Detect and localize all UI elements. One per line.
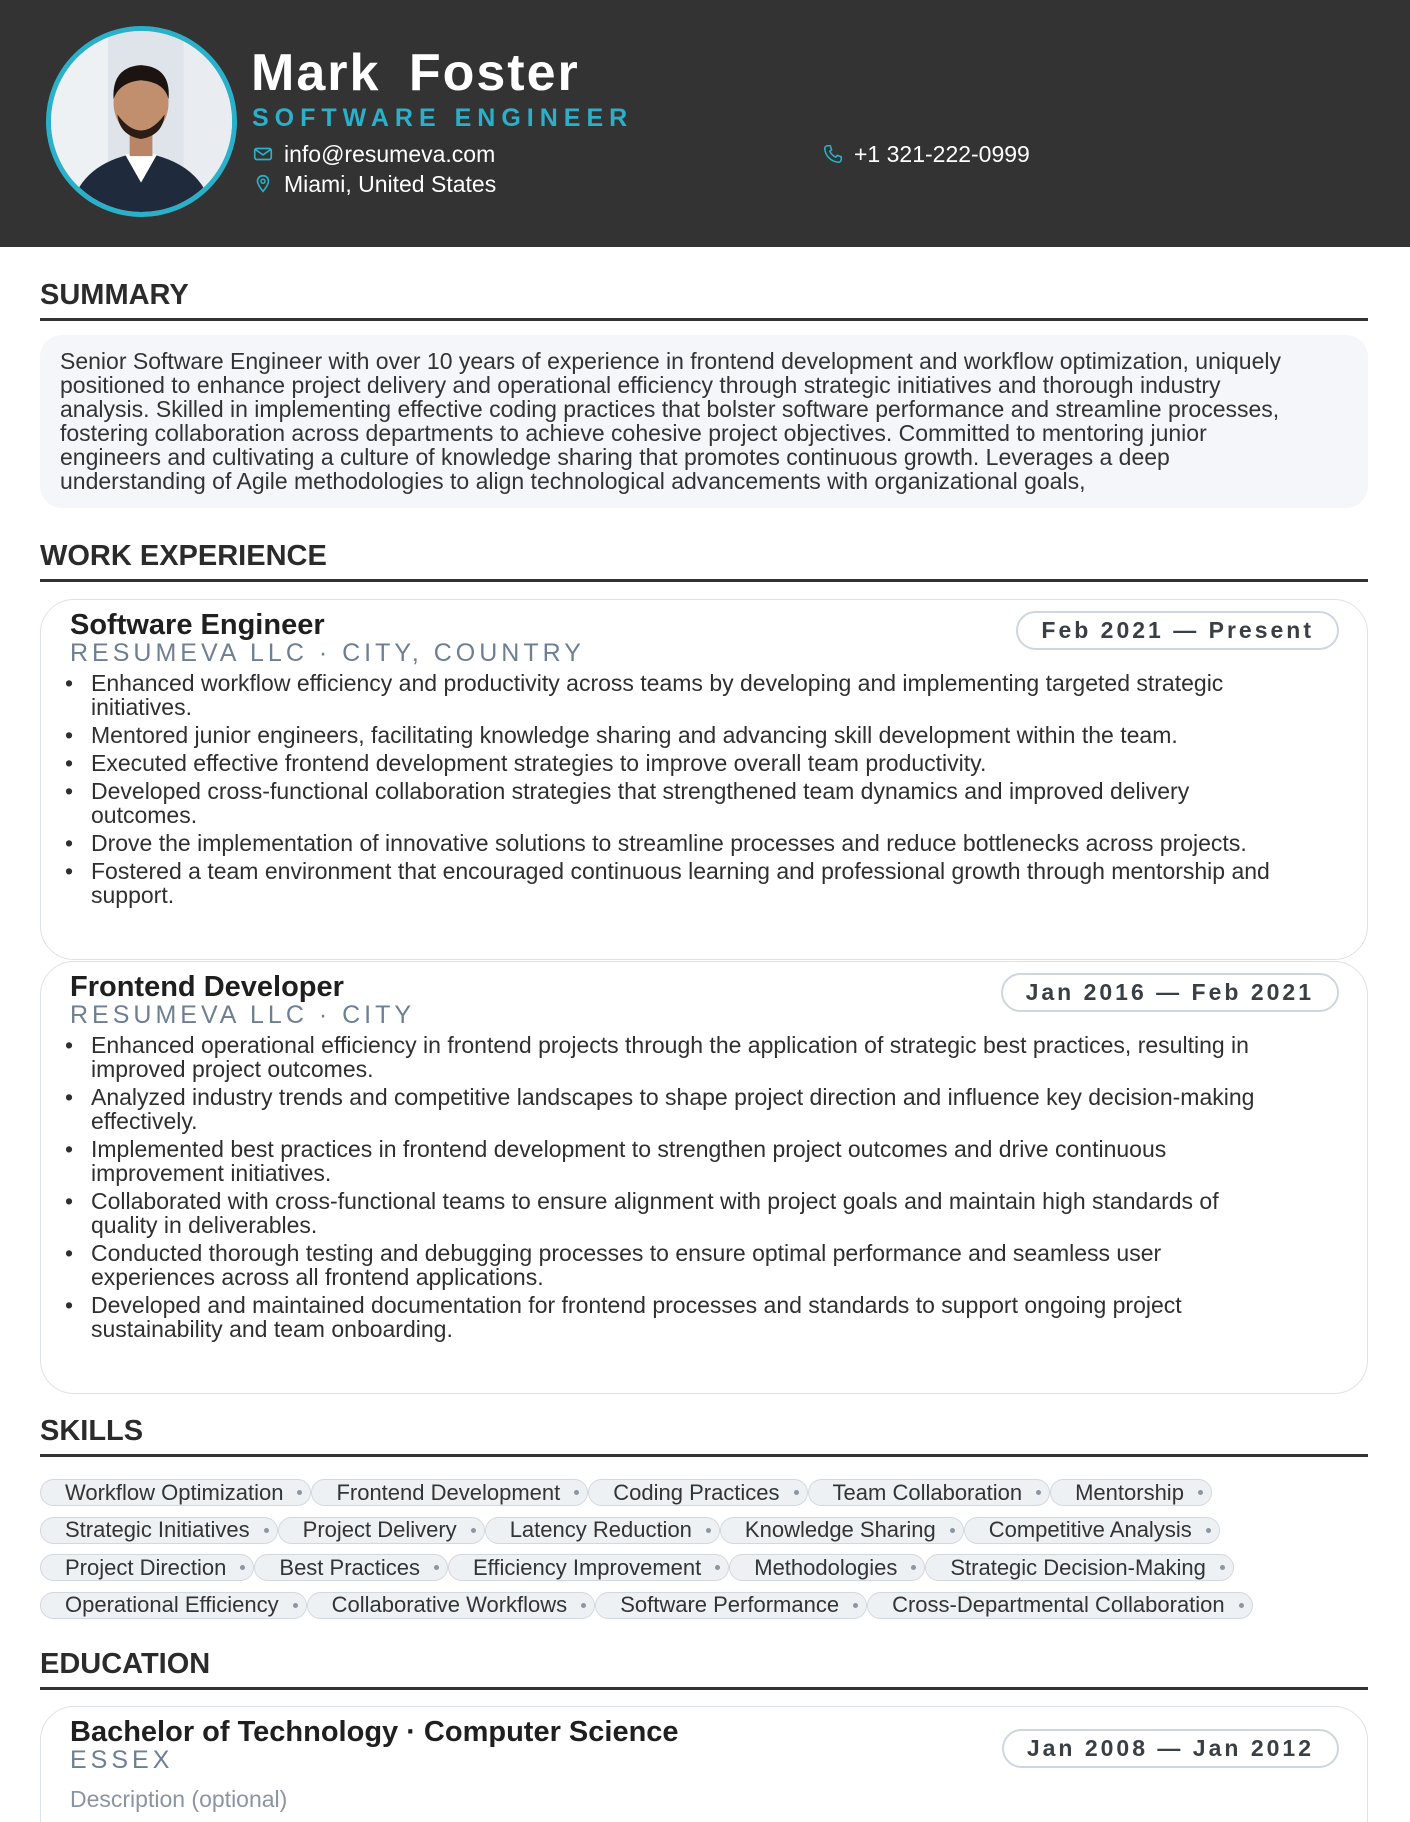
skill-row <box>40 1512 1368 1550</box>
education-card <box>40 1706 1368 1822</box>
summary-box <box>40 335 1368 508</box>
contact-location <box>252 170 496 198</box>
candidate-name: Mark Foster <box>251 44 580 102</box>
phone-icon <box>822 143 844 165</box>
profile-photo <box>46 26 237 217</box>
job-company: RESUMEVA LLC · CITY, COUNTRY <box>70 639 585 667</box>
resume-header <box>0 0 1410 247</box>
education-heading: EDUCATION <box>40 1647 1368 1690</box>
job-bullets <box>63 1033 1353 1345</box>
education-description: Description (optional) <box>70 1786 288 1812</box>
job-title: Frontend Developer <box>70 971 344 1003</box>
education-school: ESSEX <box>70 1746 174 1774</box>
bullet-item: • Enhanced workflow efficiency and productivity across teams by developing and implementing targeted strategic initiatives. <box>63 671 1353 719</box>
skill-chip: Coding Practices <box>588 1479 807 1506</box>
skill-chip: Best Practices <box>254 1554 448 1581</box>
bullet-item: • Drove the implementation of innovative solutions to streamline processes and reduce bottlenecks across projects. <box>63 831 1353 855</box>
bullet-item: • Fostered a team environment that encouraged continuous learning and professional growth through mentorship and support. <box>63 859 1353 907</box>
bullet-item: • Collaborated with cross-functional teams to ensure alignment with project goals and maintain high standards of quality in deliverables. <box>63 1189 1353 1237</box>
skill-chip: Collaborative Workflows <box>307 1592 596 1619</box>
summary-line: engineers and cultivating a culture of knowledge sharing that promotes continuous growth. Leverages a deep <box>60 444 1170 470</box>
skill-row <box>40 1549 1368 1587</box>
location-pin-icon <box>252 173 274 195</box>
skill-chip: Frontend Development <box>311 1479 588 1506</box>
skill-chip: Latency Reduction <box>485 1517 720 1544</box>
job-title: Software Engineer <box>70 609 325 641</box>
summary-line: understanding of Agile methodologies to align technological advancements with organizational goals, <box>60 468 1086 494</box>
skill-chip: Workflow Optimization <box>40 1479 311 1506</box>
job-card <box>40 599 1368 960</box>
bullet-item: • Developed and maintained documentation for frontend processes and standards to support ongoing project sustainability and team onboarding. <box>63 1293 1353 1341</box>
phone-text: +1 321-222-0999 <box>854 141 1030 167</box>
skills-list <box>40 1474 1368 1624</box>
summary-line: fostering collaboration across departments to achieve cohesive project objectives. Committed to mentoring junior <box>60 420 1207 446</box>
skill-chip: Operational Efficiency <box>40 1592 307 1619</box>
contact-email[interactable] <box>252 140 495 168</box>
summary-line: positioned to enhance project delivery and operational efficiency through strategic initiatives and thorough industry <box>60 372 1221 398</box>
skill-chip: Strategic Initiatives <box>40 1517 278 1544</box>
skill-chip: Knowledge Sharing <box>720 1517 964 1544</box>
skill-chip: Mentorship <box>1050 1479 1212 1506</box>
job-dates: Feb 2021 — Present <box>1016 611 1339 650</box>
summary-line: analysis. Skilled in implementing effective coding practices that bolster software performance and streamline processes, <box>60 396 1280 422</box>
education-degree: Bachelor of Technology · Computer Science <box>70 1716 679 1748</box>
skill-chip: Strategic Decision-Making <box>925 1554 1234 1581</box>
skill-chip: Project Direction <box>40 1554 254 1581</box>
contact-phone[interactable] <box>822 140 1030 168</box>
summary-line: Senior Software Engineer with over 10 years of experience in frontend development and workflow optimization, uniquely <box>60 348 1281 374</box>
bullet-item: • Analyzed industry trends and competitive landscapes to shape project direction and influence key decision-making effectively. <box>63 1085 1353 1133</box>
skill-chip: Project Delivery <box>278 1517 485 1544</box>
skill-chip: Cross-Departmental Collaboration <box>867 1592 1253 1619</box>
work-experience-heading: WORK EXPERIENCE <box>40 539 1368 582</box>
bullet-item: • Developed cross-functional collaboration strategies that strengthened team dynamics and improved delivery outcomes. <box>63 779 1353 827</box>
bullet-item: • Conducted thorough testing and debugging processes to ensure optimal performance and seamless user experiences across all frontend applications. <box>63 1241 1353 1289</box>
summary-heading: SUMMARY <box>40 278 1368 321</box>
email-text: info@resumeva.com <box>284 141 496 167</box>
bullet-item: • Implemented best practices in frontend development to strengthen project outcomes and drive continuous improvement initiatives. <box>63 1137 1353 1185</box>
skill-chip: Efficiency Improvement <box>448 1554 729 1581</box>
candidate-role: SOFTWARE ENGINEER <box>252 104 634 132</box>
job-card <box>40 961 1368 1394</box>
skill-row <box>40 1587 1368 1625</box>
email-icon <box>252 143 274 165</box>
skill-chip: Team Collaboration <box>808 1479 1051 1506</box>
bullet-item: • Enhanced operational efficiency in frontend projects through the application of strategic best practices, resulting in improved project outcomes. <box>63 1033 1353 1081</box>
profile-photo-illustration <box>51 31 232 212</box>
job-bullets <box>63 671 1353 911</box>
location-text: Miami, United States <box>284 171 497 197</box>
skill-chip: Methodologies <box>729 1554 925 1581</box>
bullet-item: • Mentored junior engineers, facilitating knowledge sharing and advancing skill development within the team. <box>63 723 1353 747</box>
education-dates: Jan 2008 — Jan 2012 <box>1002 1729 1339 1768</box>
job-dates: Jan 2016 — Feb 2021 <box>1001 973 1339 1012</box>
job-company: RESUMEVA LLC · CITY <box>70 1001 416 1029</box>
bullet-item: • Executed effective frontend development strategies to improve overall team productivity. <box>63 751 1353 775</box>
skill-chip: Software Performance <box>595 1592 867 1619</box>
skill-row <box>40 1474 1368 1512</box>
skills-heading: SKILLS <box>40 1414 1368 1457</box>
skill-chip: Competitive Analysis <box>964 1517 1220 1544</box>
